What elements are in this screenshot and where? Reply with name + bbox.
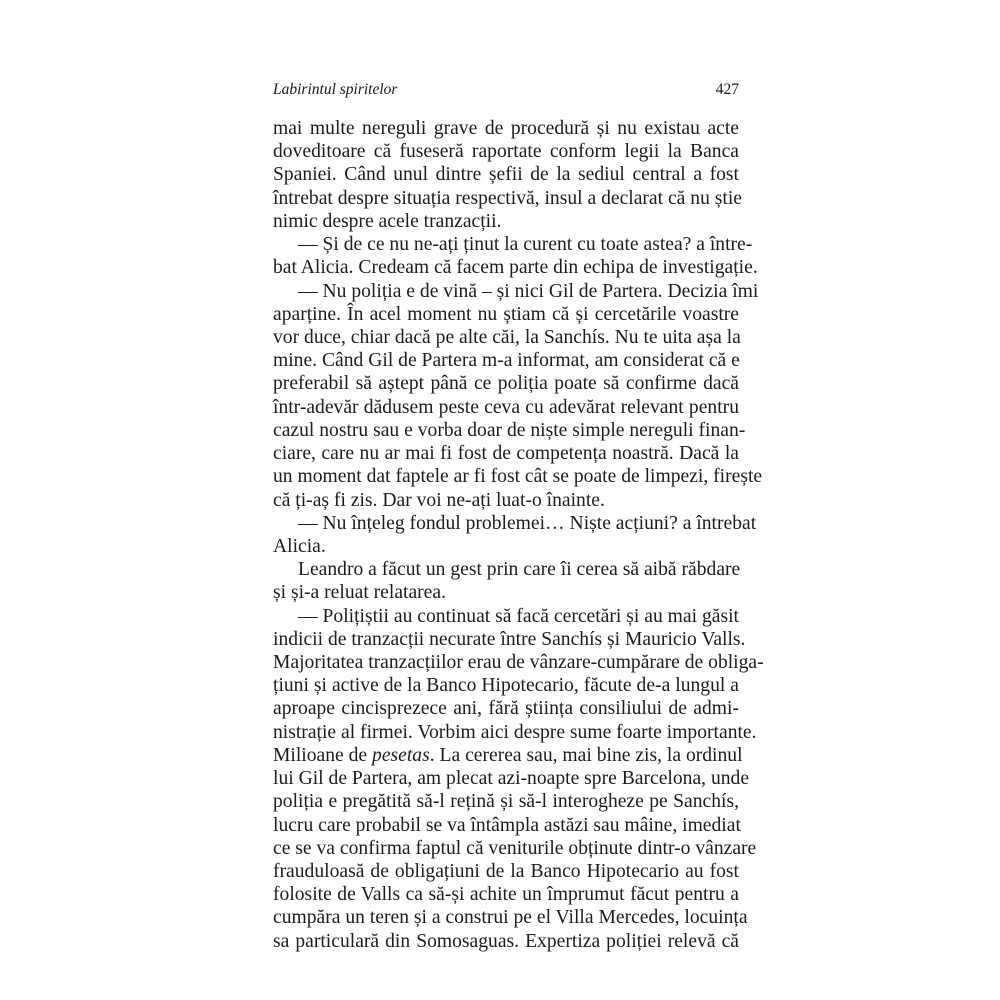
text-line: — Nu poliția e de vină – și nici Gil de Partera. Decizia îmi xyxy=(298,280,759,302)
text-line: mai multe nereguli grave de procedură și nu existau acte xyxy=(273,118,739,139)
text-line: bat Alicia. Credeam că facem parte din echipa de investigație. xyxy=(273,257,758,279)
text-line: ciare, care nu ar mai fi fost de competența noastră. Dacă la xyxy=(273,443,739,465)
text-line: nimic despre acele tranzacții. xyxy=(273,210,502,232)
text-line: — Și de ce nu ne-ați ținut la curent cu toate astea? a între- xyxy=(298,234,753,256)
text-line: — Polițiștii au continuat să facă cercetări și au mai găsit xyxy=(298,605,739,627)
text-line: Majoritatea tranzacțiilor erau de vânzare-cumpărare de obliga- xyxy=(273,652,764,674)
text-line: frauduloasă de obligațiuni de la Banco Hipotecario au fost xyxy=(273,861,739,882)
text-line: lui Gil de Partera, am plecat azi-noapte spre Barcelona, unde xyxy=(273,768,750,790)
body-text xyxy=(273,117,764,953)
text-line: aparține. În acel moment nu știam că și cercetările voastre xyxy=(273,303,739,325)
text-line: indicii de tranzacții necurate între Sanchís și Mauricio Valls. xyxy=(273,628,746,650)
text-line: și și-a reluat relatarea. xyxy=(273,582,446,604)
text-line: doveditoare că fuseseră raportate conform legii la Banca xyxy=(273,141,739,163)
text-line: că ți-aș fi zis. Dar voi ne-ați luat-o înainte. xyxy=(273,489,605,511)
text-line: sa particulară din Somosaguas. Expertiza poliției relevă că xyxy=(273,930,739,952)
running-title: Labirintul spiritelor xyxy=(273,81,398,98)
text-line: poliția e pregătită să-l rețină și să-l interogheze pe Sanchís, xyxy=(273,791,739,813)
running-header xyxy=(273,78,739,102)
text-line: vor duce, chiar dacă pe alte căi, la Sanchís. Nu te uita așa la xyxy=(273,326,741,348)
text-segment: Milioane de xyxy=(273,744,373,766)
text-line: cumpăra un teren și a construi pe el Villa Mercedes, locuința xyxy=(273,907,748,929)
text-line: un moment dat faptele ar fi fost cât se poate de limpezi, firește xyxy=(273,466,763,488)
text-line: Spaniei. Când unul dintre șefii de la sediul central a fost xyxy=(273,164,739,186)
text-line: lucru care probabil se va întâmpla astăzi sau mâine, imediat xyxy=(273,814,741,836)
text-line: preferabil să aștept până ce poliția poate să confirme dacă xyxy=(273,373,739,395)
text-line: folosite de Valls ca să-și achite un împrumut făcut pentru a xyxy=(273,884,739,906)
text-line: Leandro a făcut un gest prin care îi cerea să aibă răbdare xyxy=(298,559,741,581)
text-line: — Nu înțeleg fondul problemei… Niște acțiuni? a întrebat xyxy=(298,512,757,534)
text-line: întrebat despre situația respectivă, insul a declarat că nu știe xyxy=(273,187,742,209)
text-line: ce se va confirma faptul că veniturile obținute dintr-o vânzare xyxy=(273,837,757,859)
text-line: cazul nostru sau e vorba doar de niște simple nereguli finan- xyxy=(273,419,746,441)
text-line: într-adevăr dădusem peste ceva cu adevărat relevant pentru xyxy=(273,396,739,418)
text-line: aproape cincisprezece ani, fără știința consiliului de admi- xyxy=(273,698,739,720)
text-segment: . La cererea sau, mai bine zis, la ordinul xyxy=(429,744,743,766)
text-line: Alicia. xyxy=(273,535,326,557)
text-line: țiuni și active de la Banco Hipotecario, făcute de-a lungul a xyxy=(273,675,739,697)
text-line: nistrație al firmei. Vorbim aici despre sume foarte importante. xyxy=(273,721,757,743)
text-line-with-italic xyxy=(273,744,743,767)
italic-word: pesetas xyxy=(372,744,430,766)
text-line: mine. Când Gil de Partera m-a informat, am considerat că e xyxy=(273,350,740,372)
page-number: 427 xyxy=(715,81,739,98)
